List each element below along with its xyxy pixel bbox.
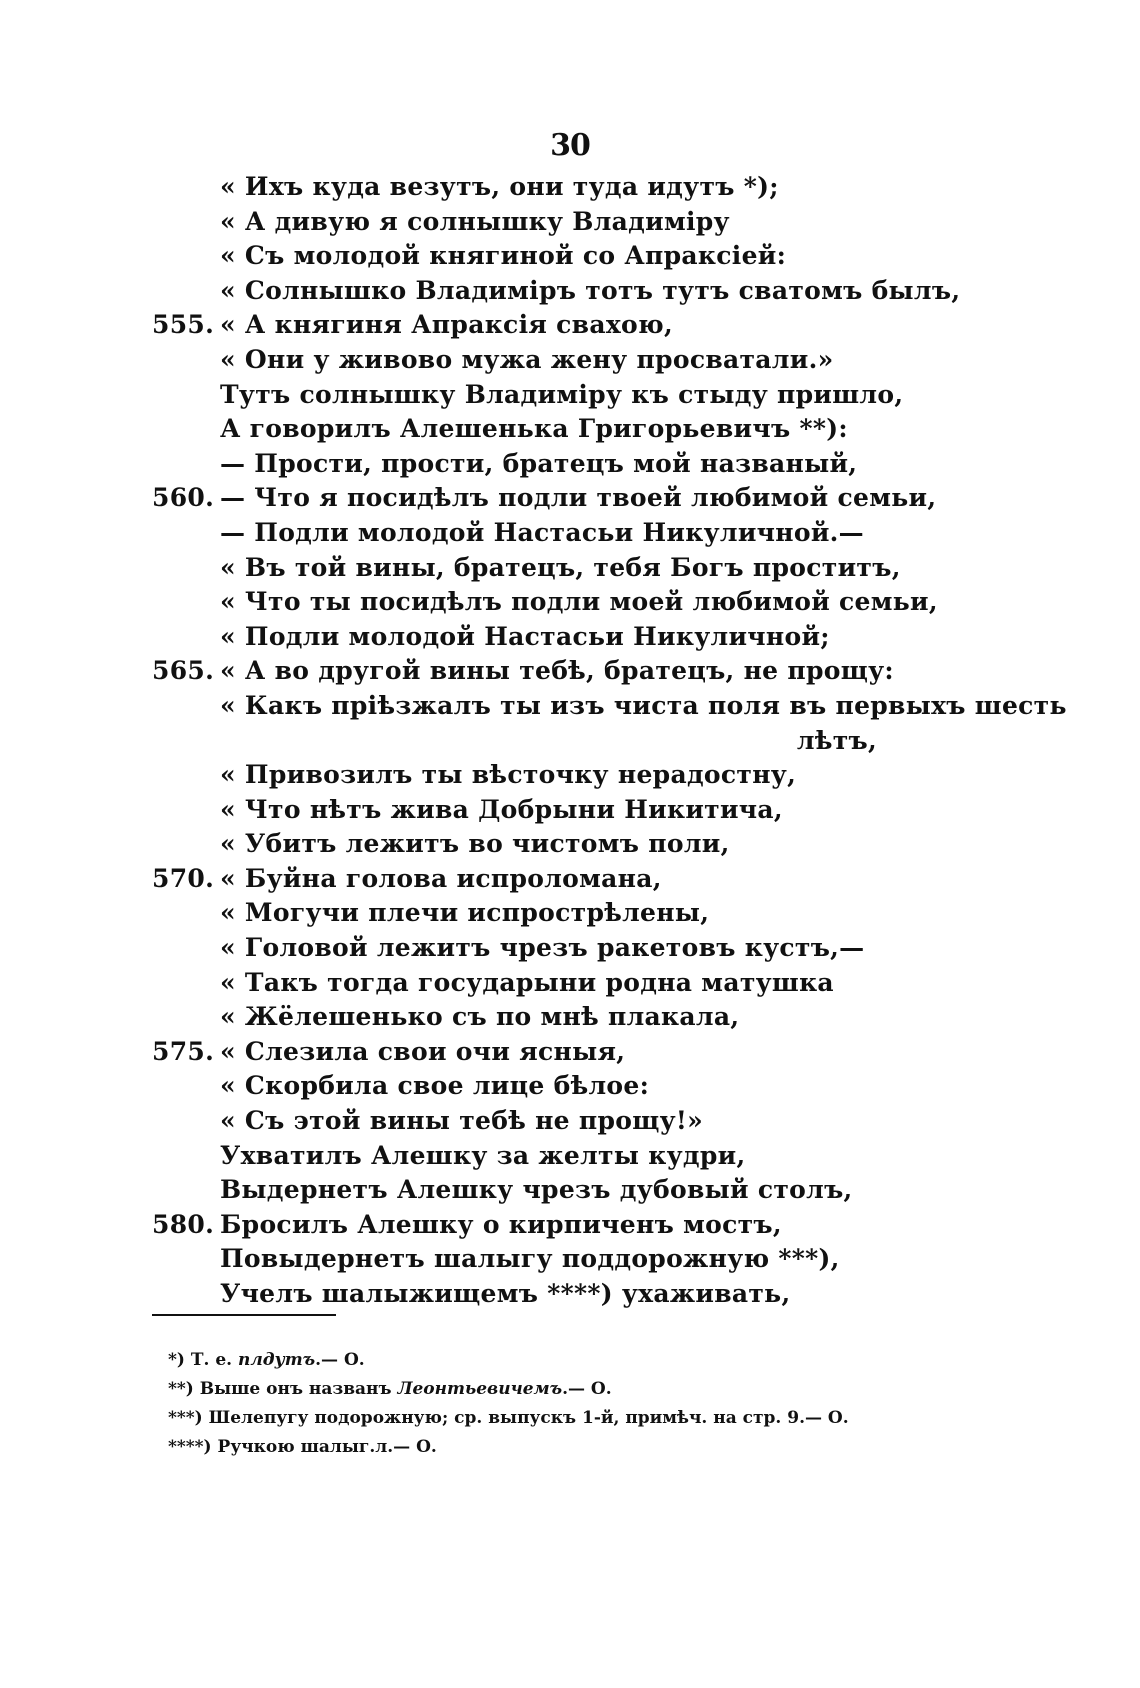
line-text: Учелъ шалыжищемъ ****) ухаживать, [220, 1279, 791, 1308]
poem-line [152, 1277, 932, 1312]
line-text: « Жёлешенько съ по мнѣ плакала, [220, 1002, 740, 1032]
poem-line [152, 724, 932, 759]
line-text: « Въ той вины, братецъ, тебя Богъ проститъ, [220, 552, 901, 582]
footnote [168, 1433, 928, 1462]
footnotes [168, 1346, 928, 1462]
poem-line [152, 343, 932, 378]
poem-line [152, 1208, 932, 1243]
line-text: « Привозилъ ты вѣсточку нерадостну, [220, 760, 797, 790]
poem-line [152, 1069, 932, 1104]
line-text: « Слезила свои очи ясныя, [220, 1036, 626, 1066]
poem-line [152, 1035, 932, 1070]
line-text: « Буйна голова испроломана, [220, 863, 662, 893]
line-number: 555. [152, 310, 215, 340]
poem-line [152, 931, 932, 966]
footnote-italic: Леонтьевичемъ [397, 1379, 563, 1399]
line-text: « Ихъ куда везутъ, они туда идутъ *); [220, 172, 779, 201]
footnote [168, 1375, 928, 1404]
footnote-italic: плдутъ [238, 1350, 316, 1370]
poem-line [152, 793, 932, 828]
footnote-mark: **) [168, 1379, 194, 1399]
line-text: « Какъ пріѣзжалъ ты изъ чиста поля въ первыхъ шесть [220, 690, 1067, 720]
line-number: 575. [152, 1036, 215, 1066]
line-text: « Съ молодой княгиной со Апраксіей: [220, 241, 787, 271]
poem-line [152, 585, 938, 620]
footnote-tail: .— О. [562, 1379, 612, 1399]
line-text: — Подли молодой Настасьи Никуличной.— [220, 517, 864, 547]
poem-line [152, 205, 932, 240]
poem-line [152, 274, 961, 309]
poem-line [152, 551, 932, 586]
line-text: « Солнышко Владиміръ тотъ тутъ сватомъ былъ, [220, 275, 961, 305]
poem-line [152, 827, 932, 862]
line-text: Повыдернетъ шалыгу поддорожную ***), [220, 1244, 840, 1274]
poem-line [152, 170, 932, 205]
line-text: « Могучи плечи испрострѣлены, [220, 898, 710, 928]
footnote-text: Выше онъ названъ [199, 1379, 398, 1399]
footnote-text: Т. е. [190, 1350, 238, 1370]
poem-line [152, 689, 1067, 724]
footnote-divider [152, 1314, 336, 1316]
line-text: « А во другой вины тебѣ, братецъ, не прощу: [220, 656, 894, 686]
line-text: « Скорбила свое лице бѣлое: [220, 1071, 650, 1101]
poem-line [152, 1139, 932, 1174]
line-text: « Головой лежитъ чрезъ ракетовъ кустъ,— [220, 933, 865, 963]
line-text: « А княгиня Апраксія свахою, [220, 310, 673, 340]
footnote-mark: ***) [168, 1408, 203, 1428]
line-text: « Съ этой вины тебѣ не прощу!» [220, 1106, 704, 1136]
poem-body [152, 170, 1067, 1312]
poem-line [152, 516, 932, 551]
poem-line [152, 412, 932, 447]
poem-line [152, 308, 932, 343]
line-number: 570. [152, 863, 215, 893]
line-text: « Они у живово мужа жену просватали.» [220, 344, 834, 374]
page-number: 30 [550, 128, 590, 163]
poem-line [152, 378, 932, 413]
line-text: — Что я посидѣлъ подли твоей любимой семьи, [220, 483, 937, 513]
poem-line [152, 447, 932, 482]
poem-line [152, 1173, 932, 1208]
line-text: « А дивую я солнышку Владиміру [220, 206, 730, 236]
line-number: 580. [152, 1209, 215, 1239]
poem-line [152, 966, 932, 1001]
poem-line [152, 896, 932, 931]
footnote-text: Шелепугу подорожную; ср. выпускъ 1-й, примѣч. на стр. 9.— О. [208, 1408, 849, 1428]
line-text: — Прости, прости, братецъ мой названый, [220, 448, 858, 478]
poem-line [152, 758, 932, 793]
poem-line [152, 1104, 932, 1139]
line-text: Бросилъ Алешку о кирпиченъ мостъ, [220, 1209, 782, 1239]
line-text: « Такъ тогда государыни родна матушка [220, 967, 834, 997]
poem-line [152, 862, 932, 897]
footnote-text: Ручкою шалыг.л.— О. [217, 1437, 437, 1457]
line-text: лѣтъ, [796, 725, 877, 755]
line-text: Выдернетъ Алешку чрезъ дубовый столъ, [220, 1175, 853, 1205]
line-text: « Подли молодой Настасьи Никуличной; [220, 621, 830, 651]
line-number: 560. [152, 483, 215, 513]
poem-line [152, 654, 932, 689]
poem-line [152, 1000, 932, 1035]
footnote-mark: ****) [168, 1437, 212, 1457]
line-text: А говорилъ Алешенька Григорьевичъ **): [220, 414, 848, 444]
poem-line [152, 620, 932, 655]
footnote [168, 1404, 928, 1433]
footnote-tail: .— О. [315, 1350, 365, 1370]
line-text: « Что нѣтъ жива Добрыни Никитича, [220, 794, 783, 824]
line-text: « Убитъ лежитъ во чистомъ поли, [220, 829, 730, 859]
line-text: Тутъ солнышку Владиміру къ стыду пришло, [220, 379, 904, 409]
poem-line [152, 481, 937, 516]
poem-line [152, 239, 932, 274]
line-text: Ухватилъ Алешку за желты кудри, [220, 1140, 746, 1170]
footnote-mark: *) [168, 1350, 185, 1370]
footnote [168, 1346, 928, 1375]
poem-line [152, 1242, 932, 1277]
line-number: 565. [152, 656, 215, 686]
line-text: « Что ты посидѣлъ подли моей любимой семьи, [220, 587, 938, 617]
